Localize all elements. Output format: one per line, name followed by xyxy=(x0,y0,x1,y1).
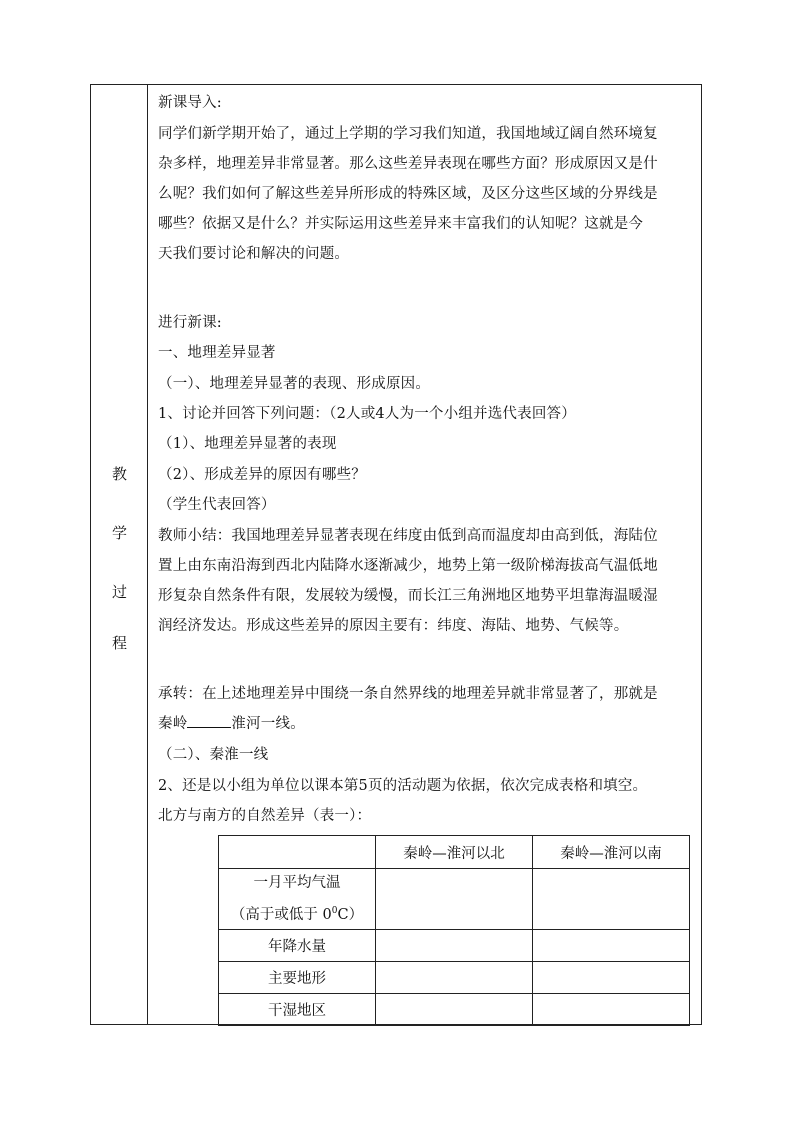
intro-line: 么呢？我们如何了解这些差异所形成的特殊区域，及区分这些区域的分界线是 xyxy=(158,186,658,202)
side-label-char: 过 xyxy=(111,583,127,601)
summary-line: 教师小结：我国地理差异显著表现在纬度由低到高而温度却由高到低，海陆位 xyxy=(158,528,658,544)
intro-line: 哪些？依据又是什么？并实际运用这些差异来丰富我们的认知呢？这就是今 xyxy=(158,216,644,232)
transition-text: 秦岭 xyxy=(158,716,188,732)
table-row xyxy=(219,929,690,961)
lesson-plan-table xyxy=(90,84,702,1025)
subsection-title: （二）、秦淮一线 xyxy=(158,747,269,763)
intro-line: 杂多样，地理差异非常显著。那么这些差异表现在哪些方面？形成原因又是什 xyxy=(158,156,658,172)
answer-cell[interactable] xyxy=(533,869,690,930)
row-label-precipitation: 年降水量 xyxy=(219,929,376,961)
table-row xyxy=(219,961,690,993)
section-title: 一、地理差异显著 xyxy=(158,345,276,361)
new-lesson-heading: 进行新课: xyxy=(158,315,222,331)
summary-line: 置上由东南沿海到西北内陆降水逐渐减少，地势上第一级阶梯海拔高气温低地 xyxy=(158,558,658,574)
answer-cell[interactable] xyxy=(533,961,690,993)
intro-heading: 新课导入: xyxy=(158,95,222,111)
transition-line xyxy=(158,712,305,733)
answer-cell[interactable] xyxy=(533,993,690,1025)
row-label-text: 一月平均气温 xyxy=(253,875,341,891)
side-label-char: 程 xyxy=(111,634,127,652)
table-header-north: 秦岭—淮河以北 xyxy=(376,836,533,869)
row-label-text: （高于或低于 0 xyxy=(230,906,332,923)
summary-line: 润经济发达。形成这些差异的原因主要有：纬度、海陆、地势、气候等。 xyxy=(158,618,629,634)
row-label-text: C） xyxy=(337,906,364,923)
row-label-terrain: 主要地形 xyxy=(219,961,376,993)
fill-blank[interactable] xyxy=(187,713,231,728)
lesson-content xyxy=(148,85,701,1024)
intro-line: 天我们要讨论和解决的问题。 xyxy=(158,246,350,262)
answer-cell[interactable] xyxy=(376,869,533,930)
task-text: 1、讨论并回答下列问题：（2人或4人为一个小组并选代表回答） xyxy=(158,406,576,422)
row-label-humidity: 干湿地区 xyxy=(219,993,376,1025)
table-caption: 北方与南方的自然差异（表一）： xyxy=(158,808,372,824)
summary-line: 形复杂自然条件有限，发展较为缓慢，而长江三角洲地区地势平坦靠海温暖湿 xyxy=(158,588,658,604)
table-cell xyxy=(219,836,376,869)
question-text: （2）、形成差异的原因有哪些？ xyxy=(158,467,366,483)
table-row xyxy=(219,993,690,1025)
row-label-temperature xyxy=(219,869,376,930)
task-text: 2、还是以小组为单位以课本第5页的活动题为依据，依次完成表格和填空。 xyxy=(158,778,648,794)
subsection-title: （一）、地理差异显著的表现、形成原因。 xyxy=(158,376,431,392)
table-header-south: 秦岭—淮河以南 xyxy=(533,836,690,869)
transition-line: 承转：在上述地理差异中围绕一条自然界线的地理差异就非常显著了，那就是 xyxy=(158,686,658,702)
comparison-table xyxy=(218,835,690,1026)
table-row xyxy=(219,869,690,930)
answer-cell[interactable] xyxy=(376,961,533,993)
row-label-sup: 0 xyxy=(331,906,338,916)
side-label-char: 教 xyxy=(111,465,127,483)
answer-cell[interactable] xyxy=(376,993,533,1025)
question-text: （1）、地理差异显著的表现 xyxy=(158,436,337,452)
answer-note: （学生代表回答） xyxy=(158,497,276,513)
answer-cell[interactable] xyxy=(533,929,690,961)
intro-line: 同学们新学期开始了，通过上学期的学习我们知道，我国地域辽阔自然环境复 xyxy=(158,126,658,142)
table-row xyxy=(219,836,690,869)
answer-cell[interactable] xyxy=(376,929,533,961)
transition-text: 淮河一线。 xyxy=(231,716,305,732)
side-label-column xyxy=(91,85,148,1024)
side-label-char: 学 xyxy=(111,524,127,542)
